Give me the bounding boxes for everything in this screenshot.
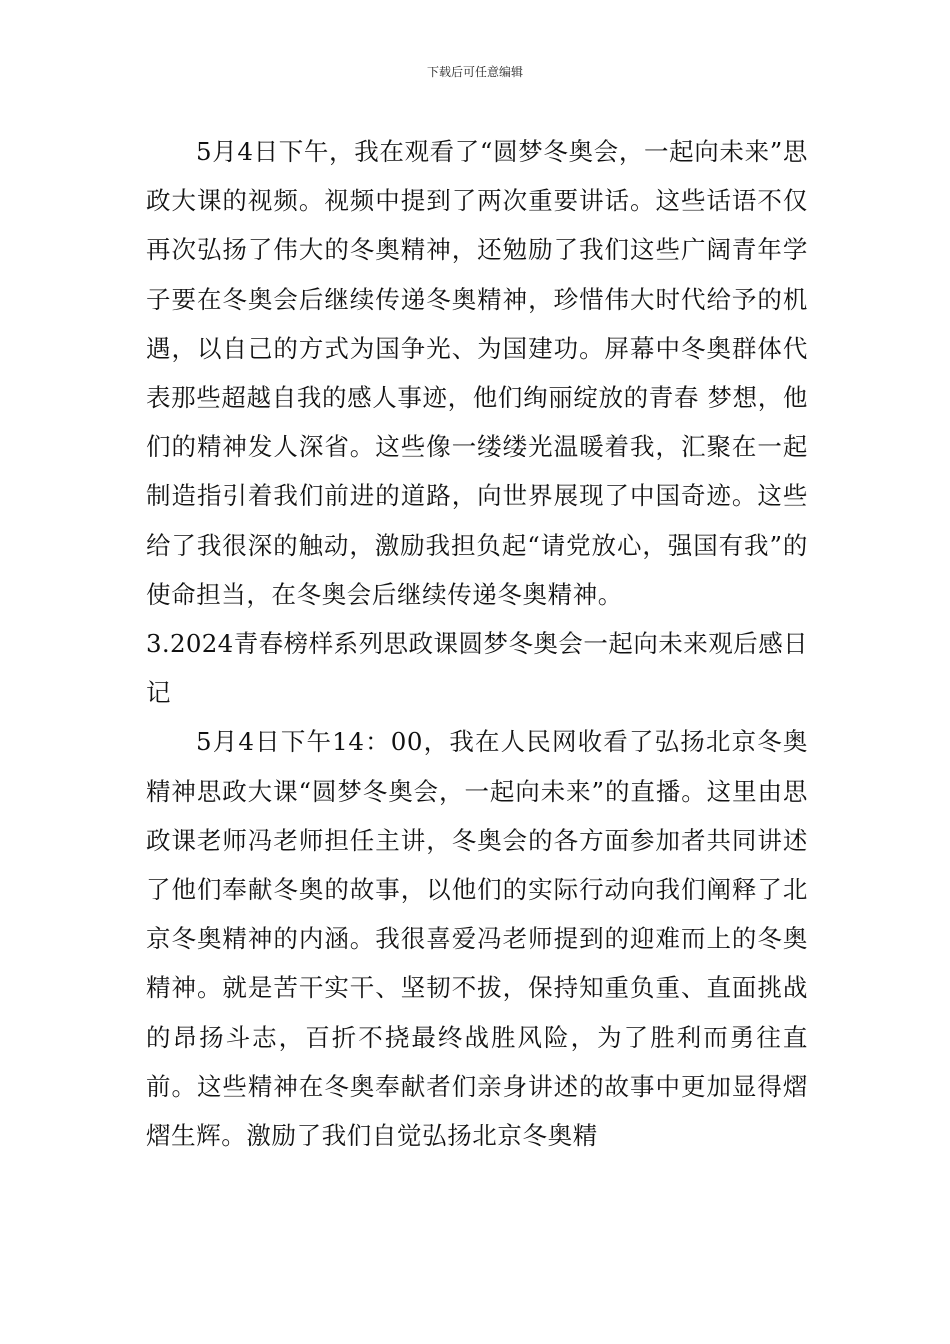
section-heading: 3.2024青春榜样系列思政课圆梦冬奥会一起向未来观后感日记 bbox=[146, 629, 808, 708]
document-body bbox=[146, 127, 808, 1160]
header-note: 下载后可任意编辑 bbox=[426, 65, 523, 79]
paragraph-1: 5月4日下午，我在观看了“圆梦冬奥会，一起向未来”思政大课的视频。视频中提到了两次重要讲话。这些话语不仅再次弘扬了伟大的冬奥精神，还勉励了我们这些广阔青年学子要在冬奥会后继续传递冬奥精神，珍惜伟大时代给予的机遇，以自己的方式为国争光、为国建功。屏幕中冬奥群体代表那些超越自我的感人事迹，他们绚丽绽放的青春 梦想，他们的精神发人深省。这些像一缕缕光温暖着我，汇聚在一起制造指引着我们前进的道路，向世界展现了中国奇迹。这些给了我很深的触动，激励我担负起“请党放心，强国有我”的使命担当，在冬奥会后继续传递冬奥精神。 bbox=[146, 137, 808, 609]
paragraph-2: 5月4日下午14：00，我在人民网收看了弘扬北京冬奥精神思政大课“圆梦冬奥会，一起向未来”的直播。这里由思政课老师冯老师担任主讲，冬奥会的各方面参加者共同讲述了他们奉献冬奥的故事，以他们的实际行动向我们阐释了北京冬奥精神的内涵。我很喜爱冯老师提到的迎难而上的冬奥精神。就是苦干实干、坚韧不拔，保持知重负重、直面挑战的昂扬斗志，百折不挠最终战胜风险，为了胜利而勇往直前。这些精神在冬奥奉献者们亲身讲述的故事中更加显得熠熠生辉。激励了我们自觉弘扬北京冬奥精 bbox=[146, 727, 808, 1151]
